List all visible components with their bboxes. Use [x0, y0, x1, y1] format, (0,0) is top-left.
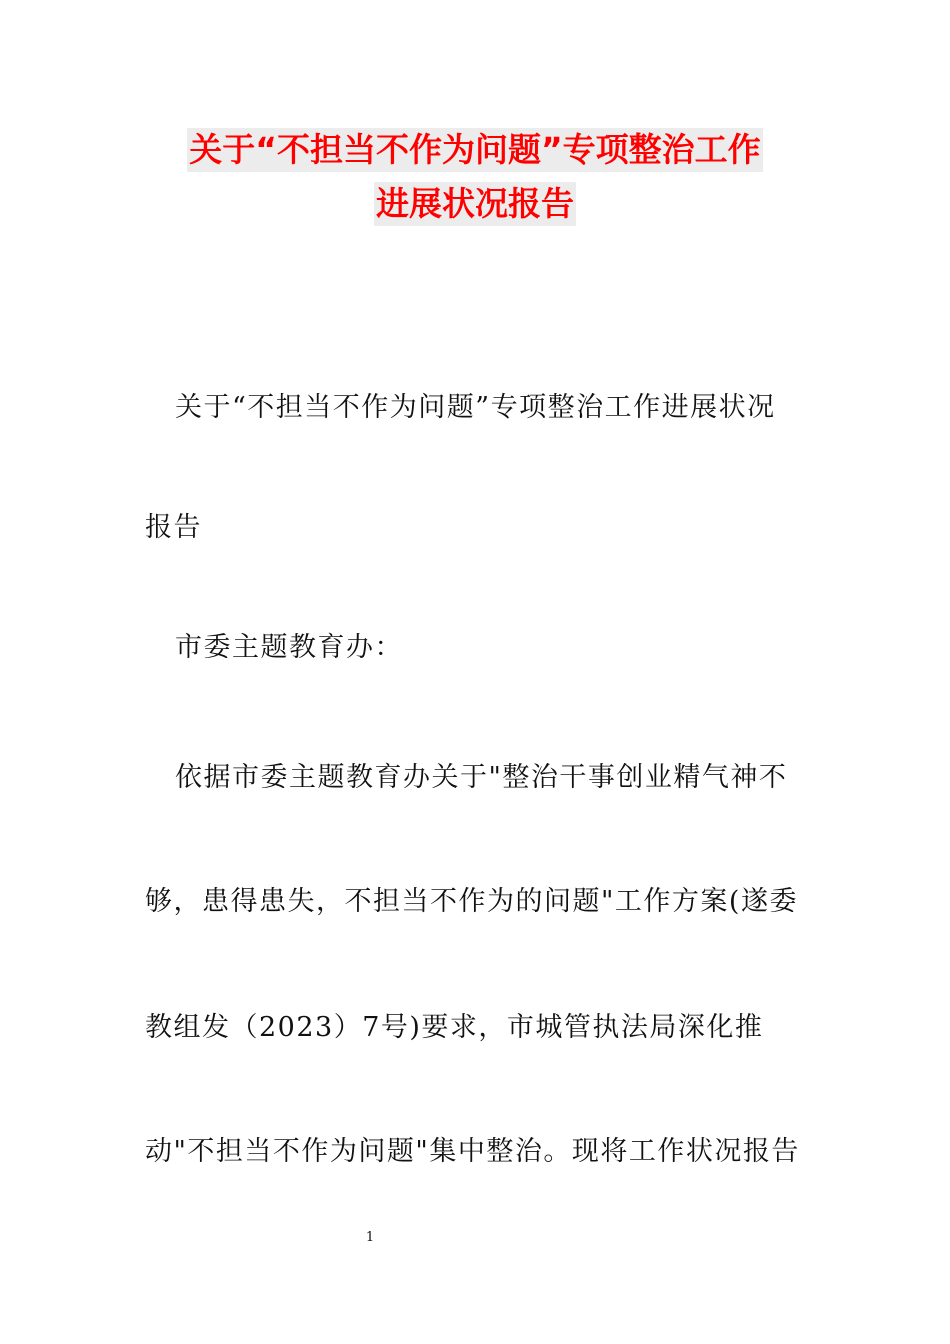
body-line-6: 教组发（2023）7号)要求，市城管执法局深化推 — [145, 1012, 764, 1043]
body-line-7: 动"不担当不作为问题"集中整治。现将工作状况报告 — [145, 1136, 800, 1167]
body-line-1: 关于“不担当不作为问题”专项整治工作进展状况 — [175, 392, 776, 423]
document-title — [0, 128, 950, 236]
body-line-2: 报告 — [145, 512, 202, 543]
body-line-5: 够，患得患失，不担当不作为的问题"工作方案(遂委 — [145, 886, 798, 917]
salutation: 市委主题教育办： — [175, 632, 403, 663]
body-line-4: 依据市委主题教育办关于"整治干事创业精气神不 — [175, 762, 788, 793]
title-line-1: 关于“不担当不作为问题”专项整治工作 — [187, 128, 762, 172]
title-line-2: 进展状况报告 — [374, 182, 576, 226]
page-number: 1 — [365, 1230, 375, 1245]
